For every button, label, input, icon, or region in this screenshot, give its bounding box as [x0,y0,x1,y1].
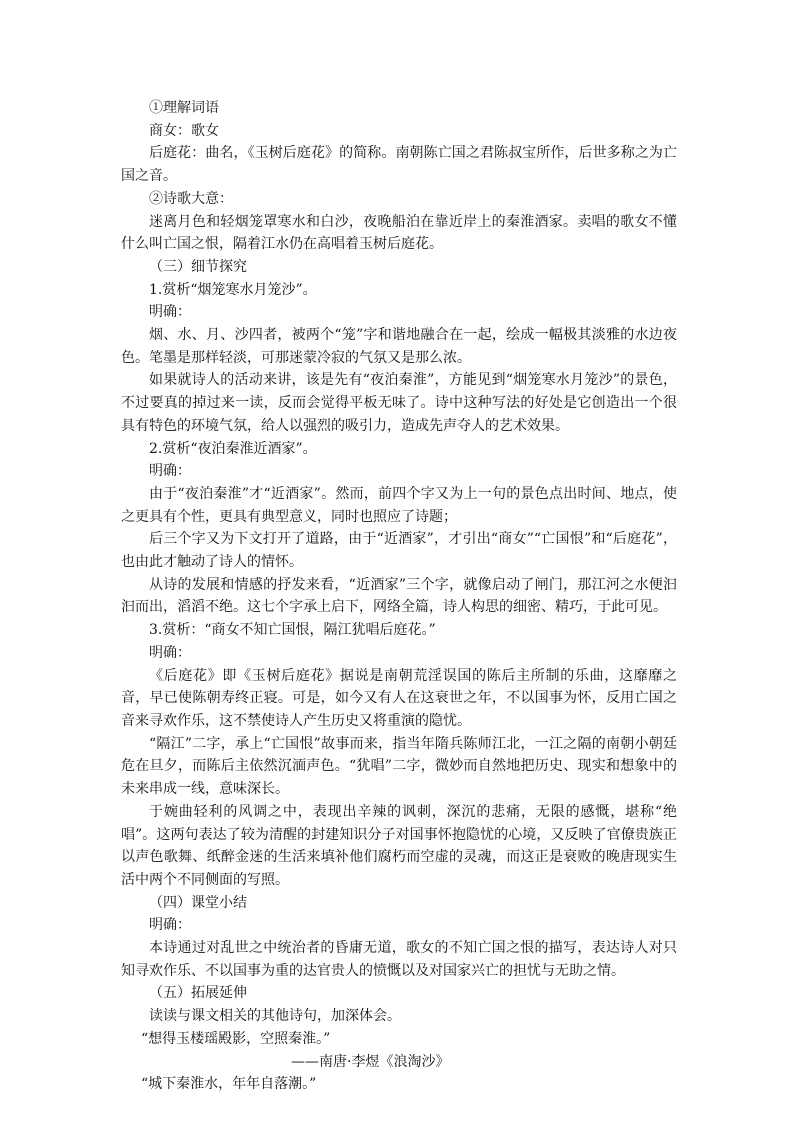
sub-heading: 读读与课文相关的其他诗句，加深体会。 [149,1008,401,1025]
sub-heading: ②诗歌大意： [149,190,233,207]
paragraph: 本诗通过对乱世之中统治者的昏庸无道，歌女的不知亡国之恨的描写，表达诗人对只知寻欢作乐、不以国事为重的达官贵人的愤慨以及对国家兴亡的担忧与无助之情。 [121,940,677,979]
sub-heading: 商女：歌女 [149,122,219,139]
paragraph: 由于“夜泊秦淮”才“近酒家”。然而，前四个字又为上一句的景色点出时间、地点，使之更具有个性，更具有典型意义，同时也照应了诗题； [121,485,677,525]
sub-heading: 3.赏析：“商女不知亡国恨，隔江犹唱后庭花。” [149,622,436,639]
paragraph: 后庭花：曲名，《玉树后庭花》的简称。南朝陈亡国之君陈叔宝所作，后世多称之为亡国之音。 [121,145,677,185]
sub-heading: 明确： [149,644,191,661]
sub-heading: 明确： [149,463,191,480]
quote-line: “想得玉楼瑶殿影，空照秦淮。” [141,1030,331,1047]
paragraph: 《后庭花》即《玉树后庭花》据说是南朝荒淫误国的陈后主所制的乐曲，这靡靡之音，早已使陈朝寿终正寝。可是，如今又有人在这衰世之年，不以国事为怀，反用亡国之音来寻欢作乐，这不禁使诗人产生历史又将重演的隐忧。 [121,667,677,729]
sub-heading: ①理解词语 [149,100,219,116]
sub-heading: 2.赏析“夜泊秦淮近酒家”。 [149,440,317,457]
sub-heading: 明确： [149,917,191,934]
section-heading: （五）拓展延伸 [149,985,247,1002]
paragraph: 从诗的发展和情感的抒发来看，“近酒家”三个字，就像启动了闸门，那江河之水便汩汩而出，滔滔不绝。这七个字承上启下，网络全篇，诗人构思的细密、精巧，于此可见。 [121,576,677,616]
sub-heading: 1.赏析“烟笼寒水月笼沙”。 [149,281,317,298]
document-body [121,97,677,1096]
paragraph: 如果就诗人的活动来讲，该是先有“夜泊秦淮”，方能见到“烟笼寒水月笼沙”的景色，不过要真的掉过来一读，反而会觉得平板无味了。诗中这种写法的好处是它创造出一个很具有特色的环境气氛，给人以强烈的吸引力，造成先声夺人的艺术效果。 [121,372,677,434]
sub-heading: 明确： [149,304,191,321]
quote-line: “城下秦淮水，年年自落潮。” [141,1076,317,1093]
paragraph: 后三个字又为下文打开了道路，由于“近酒家”，才引出“商女”“亡国恨”和“后庭花”，也由此才触动了诗人的情怀。 [121,531,677,571]
paragraph: “隔江”二字，承上“亡国恨”故事而来，指当年隋兵陈师江北，一江之隔的南朝小朝廷危在旦夕，而陈后主依然沉湎声色。“犹唱”二字，微妙而自然地把历史、现实和想象中的未来串成一线，意味深长。 [121,735,677,798]
section-heading: （四）课堂小结 [149,894,247,911]
section-heading: （三）细节探究 [149,258,247,275]
paragraph: 迷离月色和轻烟笼罩寒水和白沙，夜晚船泊在靠近岸上的秦淮酒家。卖唱的歌女不懂什么叫亡国之恨，隔着江水仍在高唱着玉树后庭花。 [121,213,677,253]
paragraph: 烟、水、月、沙四者，被两个“笼”字和谐地融合在一起，绘成一幅极其淡雅的水边夜色。笔墨是那样轻淡，可那迷蒙冷寂的气氛又是那么浓。 [121,327,677,366]
paragraph: 于婉曲轻利的风调之中，表现出辛辣的讽刺，深沉的悲痛，无限的感慨，堪称“绝唱”。这两句表达了较为清醒的封建知识分子对国事怀抱隐忧的心境，又反映了官僚贵族正以声色歌舞、纸醉金迷的生活来填补他们腐朽而空虚的灵魂，而这正是衰败的晚唐现实生活中两个不同侧面的写照。 [121,803,677,888]
quote-source: ——南唐·李煜《浪淘沙》 [291,1053,450,1070]
